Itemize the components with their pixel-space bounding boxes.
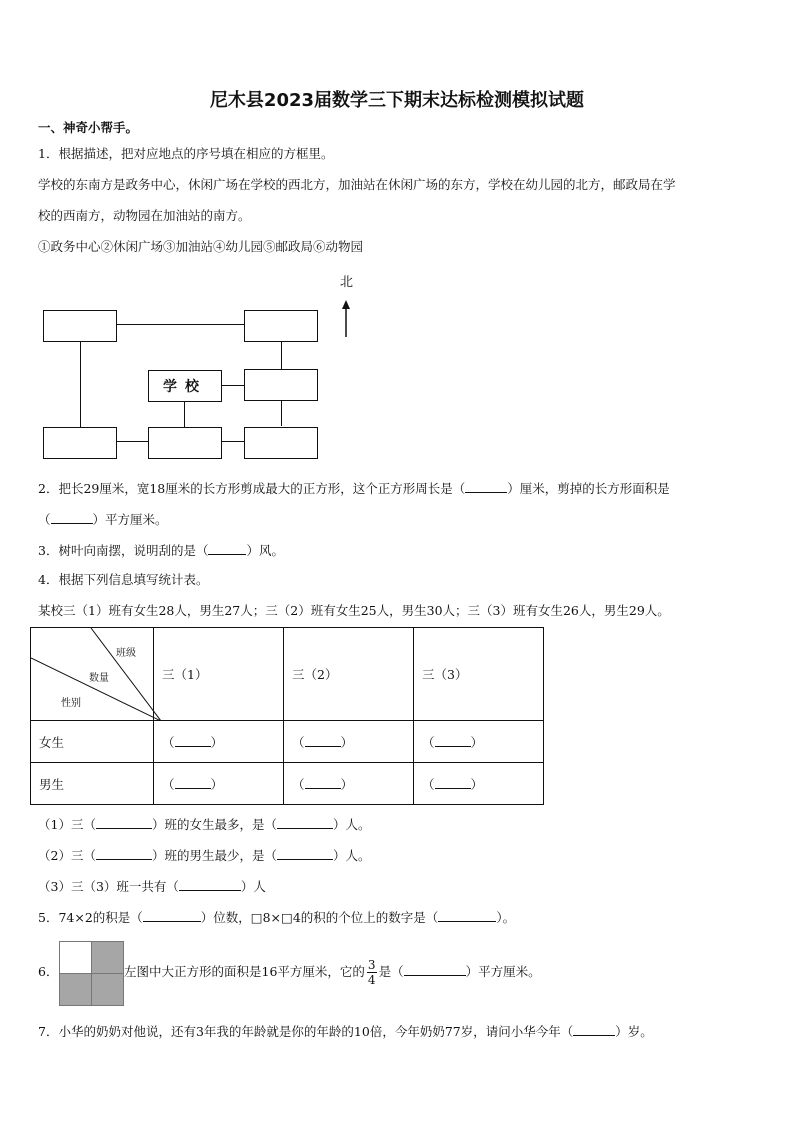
table-cell: （ ） (154, 763, 284, 805)
table-row (31, 721, 544, 763)
column-header: 三（3） (414, 628, 544, 721)
table-header-row (31, 628, 544, 721)
table-cell: （ ） (414, 721, 544, 763)
row-header: 女生 (31, 721, 154, 763)
header-count-label: 数量 (89, 673, 109, 684)
q2-text-b: ）厘米，剪掉的长方形面积是 (507, 481, 670, 496)
table-answer-blank[interactable] (435, 735, 471, 747)
map-answer-box-northeast[interactable] (244, 310, 318, 342)
q2-answer-blank-area[interactable] (51, 512, 93, 524)
map-answer-box-southeast[interactable] (244, 427, 318, 459)
connector-line (116, 324, 244, 325)
map-answer-box-east[interactable] (244, 369, 318, 401)
school-box: 学校 (148, 370, 222, 402)
q4-sub2-blank-count[interactable] (277, 848, 333, 860)
header-class-label: 班级 (116, 648, 136, 659)
q6-line: 左图中大正方形的面积是16平方厘米，它的 $\frac{3}{4}$ 是（ ）平方厘米。 (124, 958, 541, 987)
q5-blank-ones-digit[interactable] (438, 910, 496, 922)
column-header: 三（2） (284, 628, 414, 721)
connector-line (221, 385, 244, 386)
q3-answer-blank[interactable] (208, 543, 246, 555)
q1-description-line1: 学校的东南方是政务中心，休闲广场在学校的西北方，加油站在休闲广场的东方，学校在幼儿园的北方，邮政局在学 (38, 177, 676, 192)
q4-sub1-blank-count[interactable] (277, 817, 333, 829)
q1-options: ①政务中心②休闲广场③加油站④幼儿园⑤邮政局⑥动物园 (38, 239, 364, 254)
connector-line (80, 341, 81, 427)
shaded-quarter (91, 941, 124, 974)
shaded-quarter (91, 973, 124, 1006)
row-header: 男生 (31, 763, 154, 805)
q7-line: 7．小华的奶奶对他说，还有3年我的年龄就是你的年龄的10倍，今年奶奶77岁，请问小华今年（ ）岁。 (38, 1024, 653, 1039)
connector-line (281, 400, 282, 426)
q2-line1 (38, 481, 670, 496)
q2-line2: （ ）平方厘米。 (38, 512, 168, 527)
q6-number: 6． (38, 964, 59, 979)
column-header: 三（1） (154, 628, 284, 721)
table-answer-blank[interactable] (175, 777, 211, 789)
table-cell: （ ） (414, 763, 544, 805)
q4-sub1-blank-class[interactable] (96, 817, 152, 829)
header-gender-label: 性别 (61, 698, 81, 709)
q5-line: 5．74×2的积是（ ）位数，□8×□4的积的个位上的数字是（ ）。 (38, 910, 516, 925)
q4-sub3-blank-total[interactable] (179, 879, 241, 891)
q4-prompt: 4．根据下列信息填写统计表。 (38, 572, 209, 587)
table-answer-blank[interactable] (435, 777, 471, 789)
shaded-quarter (59, 973, 92, 1006)
q2-text-a: 2．把长29厘米，宽18厘米的长方形剪成最大的正方形，这个正方形周长是（ (38, 481, 466, 496)
connector-line (184, 401, 185, 427)
q3-line: 3．树叶向南摆，说明刮的是（ ）风。 (38, 543, 284, 558)
q4-info: 某校三（1）班有女生28人，男生27人；三（2）班有女生25人，男生30人；三（3）班有女生26人，男生29人。 (38, 603, 670, 618)
q1-prompt: 1．根据描述，把对应地点的序号填在相应的方框里。 (38, 146, 334, 161)
q4-sub2-blank-class[interactable] (96, 848, 152, 860)
q6-answer-blank[interactable] (404, 964, 466, 976)
fraction-three-quarters: $\frac{3}{4}$ (367, 958, 376, 987)
q4-sub1: （1）三（ ）班的女生最多，是（ ）人。 (38, 817, 371, 832)
connector-line (220, 441, 245, 442)
unshaded-quarter (59, 941, 92, 974)
q4-sub2: （2）三（ ）班的男生最少，是（ ）人。 (38, 848, 371, 863)
map-answer-box-northwest[interactable] (43, 310, 117, 342)
table-row (31, 763, 544, 805)
table-cell: （ ） (284, 763, 414, 805)
table-answer-blank[interactable] (305, 735, 341, 747)
table-diagonal-header (31, 628, 154, 721)
table-cell: （ ） (284, 721, 414, 763)
connector-line (116, 441, 148, 442)
table-cell: （ ） (154, 721, 284, 763)
q5-blank-digits[interactable] (143, 910, 201, 922)
table-answer-blank[interactable] (305, 777, 341, 789)
page-title: 尼木县2023届数学三下期末达标检测模拟试题 (209, 90, 585, 111)
q2-answer-blank-perimeter[interactable] (465, 481, 507, 493)
map-answer-box-southwest[interactable] (43, 427, 117, 459)
north-label: 北 (340, 275, 354, 290)
connector-line (281, 341, 282, 369)
table-answer-blank[interactable] (175, 735, 211, 747)
q7-answer-blank[interactable] (573, 1024, 615, 1036)
north-arrow-icon (339, 300, 353, 338)
q1-description-line2: 校的西南方，动物园在加油站的南方。 (38, 208, 251, 223)
section-heading: 一、神奇小帮手。 (38, 120, 139, 135)
map-answer-box-south[interactable] (148, 427, 222, 459)
q4-sub3: （3）三（3）班一共有（ ）人 (38, 879, 266, 894)
q4-stats-table (30, 627, 544, 805)
